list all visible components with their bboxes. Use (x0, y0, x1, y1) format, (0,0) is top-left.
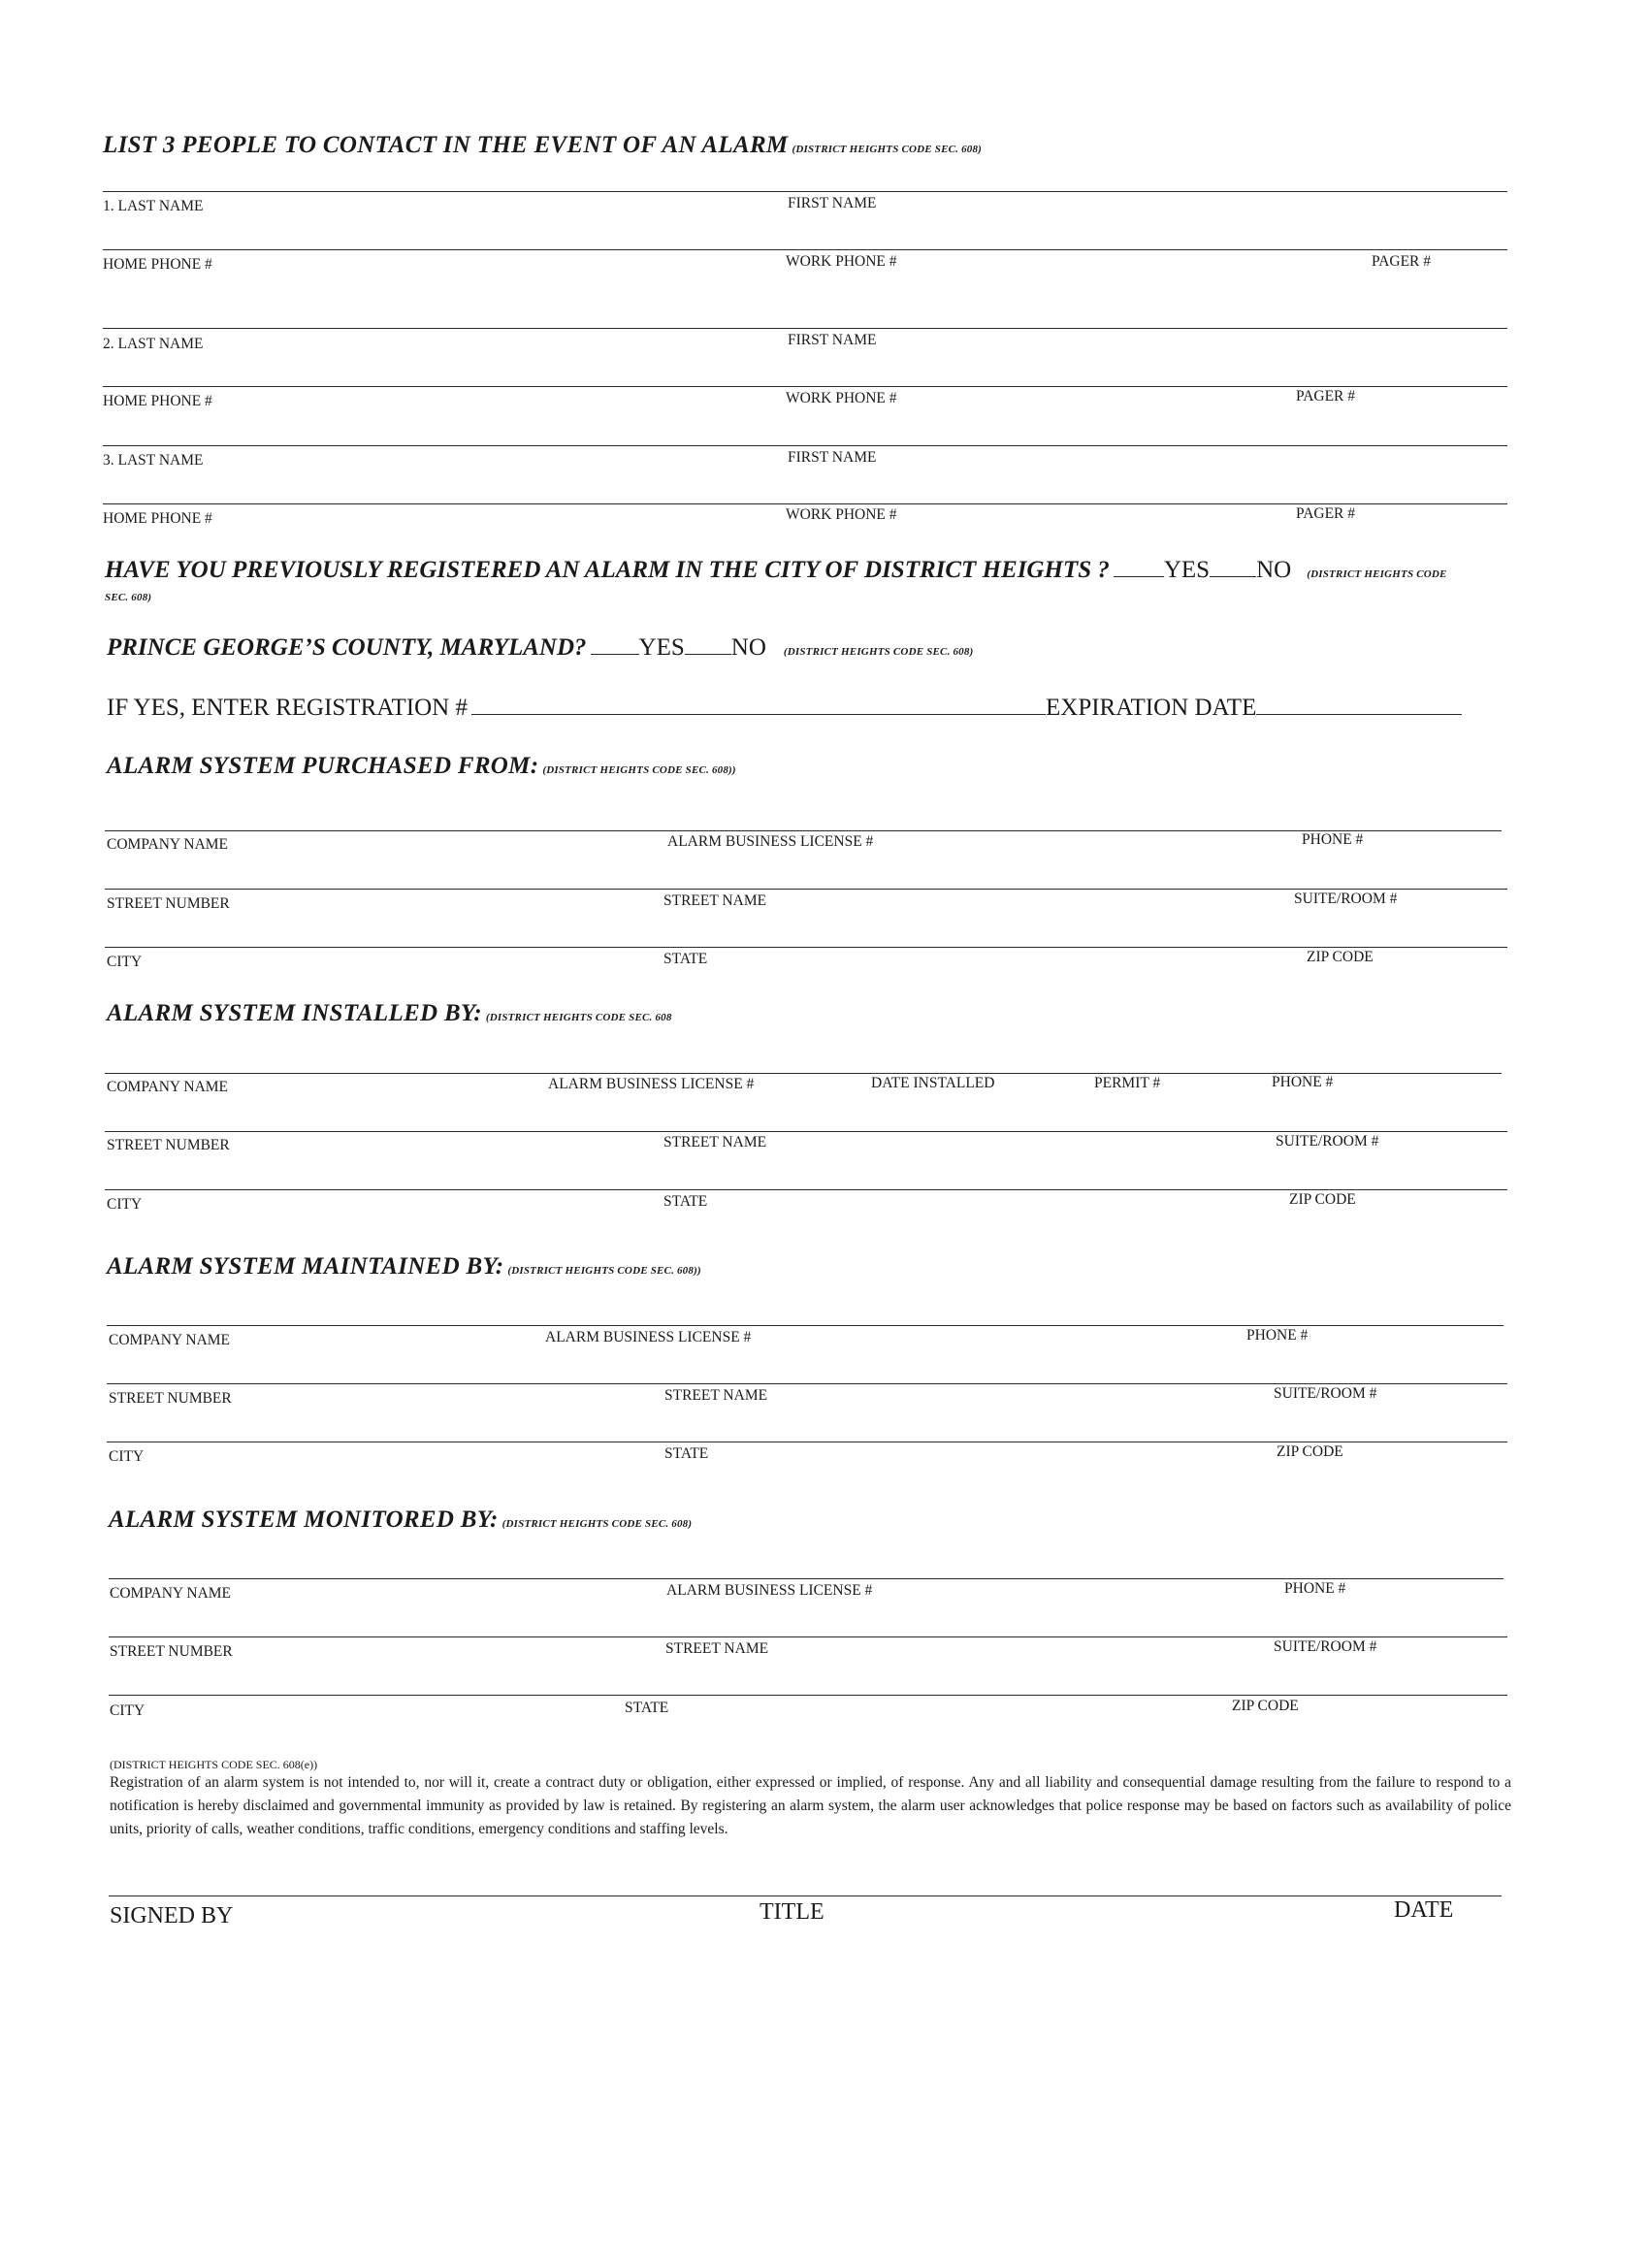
purchased-license-label: ALARM BUSINESS LICENSE # (667, 833, 874, 850)
registration-number-label: IF YES, ENTER REGISTRATION # (107, 695, 468, 721)
county-yes-label: YES (638, 634, 685, 661)
expiration-date-field[interactable] (1256, 693, 1462, 715)
contact-2-pager-label: PAGER # (1296, 388, 1356, 405)
contact-2-home-phone-label: HOME PHONE # (103, 393, 212, 409)
purchased-city-label: CITY (107, 954, 143, 970)
liability-disclaimer: Registration of an alarm system is not intended to, nor will it, create a contract duty or obligation, either expressed or implied, of response. Any and all liability and consequential damage resulting from the failure to respond to a notification is hereby disclaimed and governmental immunity as provided by law is retained. By registering an alarm system, the alarm user acknowledges that police response may be based on factors such as availability of police units, priority of calls, weather conditions, traffic conditions, emergency conditions and staffing levels. (110, 1774, 1511, 1837)
monitored-company-name-label: COMPANY NAME (110, 1585, 232, 1602)
county-yes-blank[interactable] (591, 632, 639, 655)
maintained-company-line[interactable] (107, 1325, 1504, 1326)
contact-2-last-name-label: 2. LAST NAME (103, 336, 204, 352)
contact-1-home-phone-label: HOME PHONE # (103, 256, 212, 273)
county-question-code: (DISTRICT HEIGHTS CODE SEC. 608) (783, 646, 974, 658)
maintained-state-label: STATE (664, 1445, 709, 1462)
purchased-heading (107, 753, 736, 780)
installed-suite-label: SUITE/ROOM # (1276, 1133, 1379, 1150)
maintained-zip-label: ZIP CODE (1277, 1443, 1343, 1460)
disclaimer-code: (DISTRICT HEIGHTS CODE SEC. 608(e)) (110, 1758, 318, 1771)
installed-street-name-label: STREET NAME (663, 1134, 767, 1150)
city-question-text: HAVE YOU PREVIOUSLY REGISTERED AN ALARM IN THE CITY OF DISTRICT HEIGHTS ? (105, 557, 1110, 583)
maintained-phone-label: PHONE # (1246, 1327, 1309, 1344)
county-registration-question (107, 632, 973, 662)
purchased-suite-label: SUITE/ROOM # (1294, 891, 1398, 907)
purchased-company-name-label: COMPANY NAME (107, 836, 229, 853)
county-no-blank[interactable] (685, 632, 731, 655)
maintained-company-name-label: COMPANY NAME (109, 1332, 231, 1348)
expiration-date-label: EXPIRATION DATE (1046, 695, 1257, 721)
city-yes-blank[interactable] (1114, 555, 1164, 577)
monitored-suite-label: SUITE/ROOM # (1274, 1638, 1377, 1655)
monitored-state-label: STATE (625, 1700, 669, 1716)
monitored-phone-label: PHONE # (1284, 1580, 1346, 1597)
city-no-label: NO (1256, 557, 1292, 583)
city-yes-label: YES (1163, 557, 1211, 583)
purchased-title: ALARM SYSTEM PURCHASED FROM: (107, 753, 539, 779)
signature-date-label: DATE (1394, 1897, 1454, 1923)
contact-3-name-line[interactable] (103, 445, 1507, 446)
contact-1-last-name-label: 1. LAST NAME (103, 198, 204, 214)
monitored-title: ALARM SYSTEM MONITORED BY: (109, 1507, 499, 1533)
installed-heading (107, 1000, 672, 1027)
maintained-license-label: ALARM BUSINESS LICENSE # (545, 1329, 752, 1345)
monitored-code: (DISTRICT HEIGHTS CODE SEC. 608) (501, 1518, 693, 1530)
contacts-code: (DISTRICT HEIGHTS CODE SEC. 608) (792, 144, 983, 155)
contact-3-home-phone-label: HOME PHONE # (103, 510, 212, 527)
contact-3-pager-label: PAGER # (1296, 505, 1356, 522)
maintained-code: (DISTRICT HEIGHTS CODE SEC. 608)) (507, 1265, 701, 1277)
installed-code: (DISTRICT HEIGHTS CODE SEC. 608 (485, 1012, 672, 1023)
installed-license-label: ALARM BUSINESS LICENSE # (548, 1076, 755, 1092)
installed-title: ALARM SYSTEM INSTALLED BY: (107, 1000, 482, 1026)
purchased-city-line[interactable] (105, 947, 1507, 948)
contact-3-last-name-label: 3. LAST NAME (103, 452, 204, 469)
purchased-code: (DISTRICT HEIGHTS CODE SEC. 608)) (542, 764, 736, 776)
monitored-license-label: ALARM BUSINESS LICENSE # (666, 1582, 873, 1599)
contact-2-first-name-label: FIRST NAME (788, 332, 877, 348)
contact-2-name-line[interactable] (103, 328, 1507, 329)
installed-permit-label: PERMIT # (1094, 1075, 1161, 1091)
registration-number-field[interactable] (471, 693, 1046, 715)
maintained-title: ALARM SYSTEM MAINTAINED BY: (107, 1253, 504, 1280)
contact-1-name-line[interactable] (103, 191, 1507, 192)
maintained-city-label: CITY (109, 1448, 145, 1465)
monitored-street-line[interactable] (109, 1636, 1507, 1637)
maintained-heading (107, 1253, 701, 1280)
contact-1-phone-line[interactable] (103, 249, 1507, 250)
monitored-street-number-label: STREET NUMBER (110, 1643, 233, 1660)
contact-3-first-name-label: FIRST NAME (788, 449, 877, 466)
maintained-suite-label: SUITE/ROOM # (1274, 1385, 1377, 1402)
purchased-street-line[interactable] (105, 889, 1507, 890)
city-no-blank[interactable] (1210, 555, 1256, 577)
maintained-street-line[interactable] (107, 1383, 1507, 1384)
county-question-text: PRINCE GEORGE’S COUNTY, MARYLAND? (107, 634, 587, 661)
installed-state-label: STATE (663, 1193, 708, 1210)
purchased-state-label: STATE (663, 951, 708, 967)
contact-2-phone-line[interactable] (103, 386, 1507, 387)
maintained-street-number-label: STREET NUMBER (109, 1390, 232, 1407)
installed-date-installed-label: DATE INSTALLED (871, 1075, 995, 1091)
contact-1-work-phone-label: WORK PHONE # (786, 253, 897, 270)
contact-1-pager-label: PAGER # (1372, 253, 1432, 270)
purchased-street-number-label: STREET NUMBER (107, 895, 230, 912)
installed-phone-label: PHONE # (1272, 1074, 1334, 1090)
county-no-label: NO (730, 634, 766, 661)
city-question-code: (DISTRICT HEIGHTS CODE (1307, 568, 1447, 580)
monitored-city-label: CITY (110, 1702, 146, 1719)
registration-number-row (107, 693, 1462, 722)
contacts-heading (103, 132, 982, 159)
installed-city-label: CITY (107, 1196, 143, 1213)
contacts-title: LIST 3 PEOPLE TO CONTACT IN THE EVENT OF AN ALARM (103, 132, 789, 158)
installed-street-number-label: STREET NUMBER (107, 1137, 230, 1153)
purchased-phone-label: PHONE # (1302, 831, 1364, 848)
purchased-zip-label: ZIP CODE (1307, 949, 1374, 965)
monitored-city-line[interactable] (109, 1695, 1507, 1696)
monitored-street-name-label: STREET NAME (665, 1640, 769, 1657)
monitored-heading (109, 1507, 692, 1534)
signed-by-label: SIGNED BY (110, 1903, 234, 1928)
contact-1-first-name-label: FIRST NAME (788, 195, 877, 211)
contact-2-work-phone-label: WORK PHONE # (786, 390, 897, 406)
contact-3-phone-line[interactable] (103, 503, 1507, 504)
installed-street-line[interactable] (105, 1131, 1507, 1132)
installed-zip-label: ZIP CODE (1289, 1191, 1356, 1208)
monitored-company-line[interactable] (109, 1578, 1504, 1579)
installed-city-line[interactable] (105, 1189, 1507, 1190)
city-registration-question (105, 555, 1447, 584)
monitored-zip-label: ZIP CODE (1232, 1698, 1299, 1714)
purchased-company-line[interactable] (105, 830, 1502, 831)
city-question-code-continued: SEC. 608) (105, 592, 152, 603)
purchased-street-name-label: STREET NAME (663, 892, 767, 909)
contact-3-work-phone-label: WORK PHONE # (786, 506, 897, 523)
signature-title-label: TITLE (760, 1899, 824, 1925)
maintained-street-name-label: STREET NAME (664, 1387, 768, 1404)
installed-company-name-label: COMPANY NAME (107, 1079, 229, 1095)
signature-line[interactable] (109, 1895, 1502, 1896)
